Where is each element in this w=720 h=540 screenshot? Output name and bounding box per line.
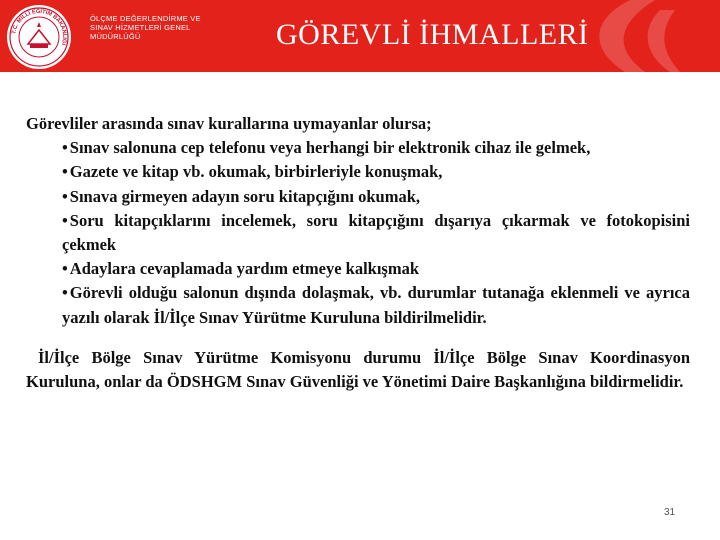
closing-paragraph: İl/İlçe Bölge Sınav Yürütme Komisyonu durumu İl/İlçe Bölge Sınav Koordinasyon Kuruluna, onlar da ÖDSHGM Sınav Güvenliği ve Yönetimi Daire Başkanlığına bildirmelidir. [26, 347, 690, 392]
list-item [62, 281, 690, 329]
bullet-icon: • [62, 186, 68, 206]
list-item [62, 209, 690, 257]
list-item-text: Görevli olduğu salonun dışında dolaşmak, vb. durumlar tutanağa eklenmeli ve ayrıca yazılı olarak İl/İlçe Sınav Yürütme Kuruluna bildirilmelidir. [62, 283, 690, 327]
org-line: MÜDÜRLÜĞÜ [90, 32, 141, 41]
organization-name [90, 14, 230, 41]
org-line: ÖLÇME DEĞERLENDİRME VE [90, 14, 201, 23]
list-item [62, 136, 690, 160]
bullet-icon: • [62, 259, 68, 279]
bullet-icon: • [62, 138, 68, 158]
meb-logo-icon [6, 4, 72, 70]
bullet-icon: • [62, 283, 68, 303]
page-title: GÖREVLİ İHMALLERİ [276, 18, 589, 51]
violation-list [26, 136, 690, 330]
slide-body [26, 112, 690, 394]
list-item-text: Adaylara cevaplamada yardım etmeye kalkışmak [69, 259, 420, 279]
slide-header [0, 0, 720, 72]
svg-text:T.C. MİLLÎ EĞİTİM BAKANLIĞI: T.C. MİLLÎ EĞİTİM BAKANLIĞI [11, 8, 68, 46]
list-item-text: Sınava girmeyen adayın soru kitapçığını okumak, [69, 186, 421, 206]
list-item-text: Sınav salonuna cep telefonu veya herhangi bir elektronik cihaz ile gelmek, [69, 138, 591, 158]
bullet-icon: • [62, 210, 68, 230]
page-number: 31 [664, 507, 676, 518]
list-item-text: Soru kitapçıklarını incelemek, soru kitapçığını dışarıya çıkarmak ve fotokopisini çekmek [62, 210, 690, 255]
bullet-icon: • [62, 162, 68, 182]
list-item [62, 160, 690, 184]
list-item [62, 185, 690, 209]
list-item [62, 257, 690, 281]
intro-text: Görevliler arasında sınav kurallarına uymayanlar olursa; [26, 114, 432, 133]
list-item-text: Gazete ve kitap vb. okumak, birbirleriyle konuşmak, [69, 162, 443, 182]
org-line: SINAV HİZMETLERİ GENEL [90, 23, 191, 32]
